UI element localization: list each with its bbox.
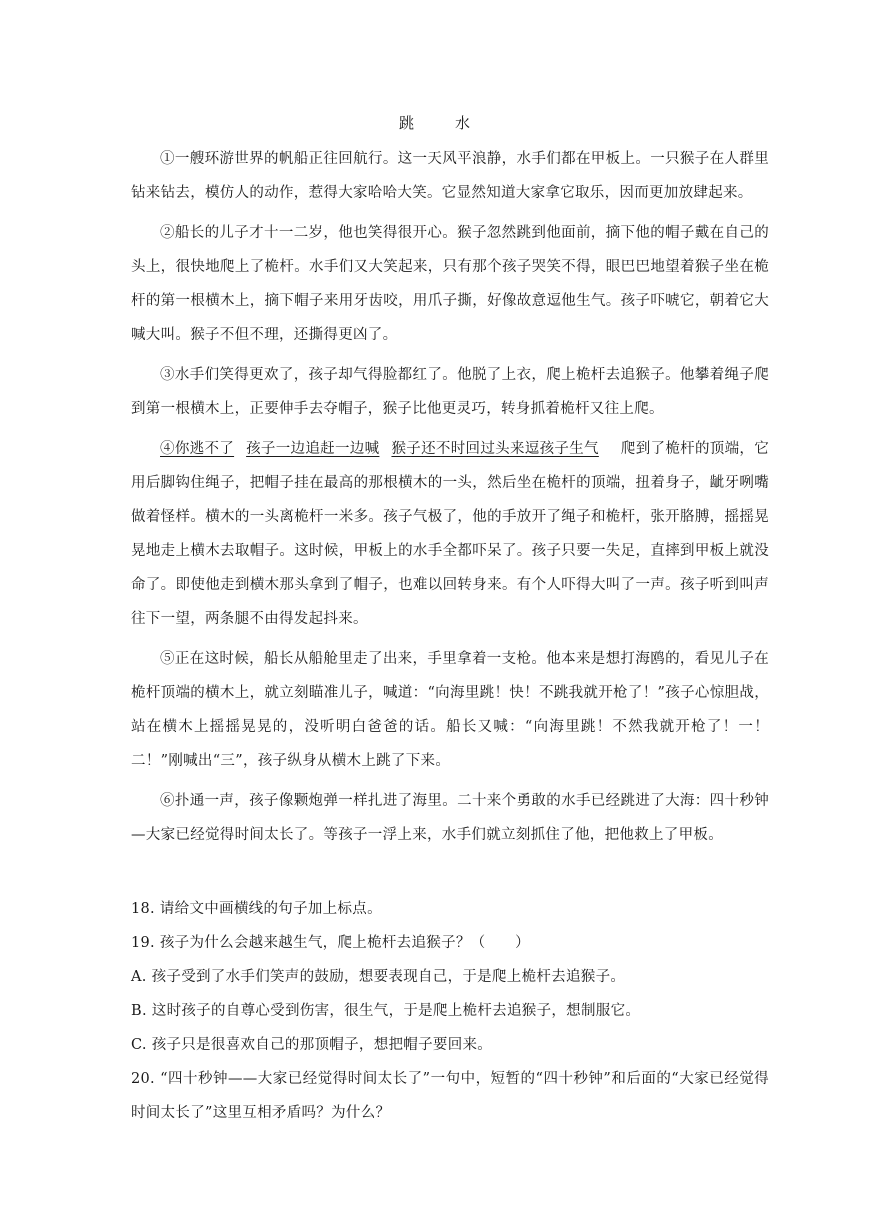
- underlined-sentence-part-3: 猴子还不时回过头来逗孩子生气: [391, 441, 599, 457]
- paragraph-2: ②船长的儿子才十一二岁，他也笑得很开心。猴子忽然跳到他面前，摘下他的帽子戴在自己的头上，很快地爬上了桅杆。水手们又大笑起来，只有那个孩子哭笑不得，眼巴巴地望着猴子坐在桅杆的第一根横木上，摘下帽子来用牙齿咬，用爪子撕，好像故意逗他生气。孩子吓唬它，朝着它大喊大叫。猴子不但不理，还撕得更凶了。: [131, 225, 769, 343]
- paragraph-4: [131, 432, 769, 636]
- question-list: [131, 892, 769, 1130]
- question-20: 20. “四十秒钟——大家已经觉得时间太长了”一句中，短暂的“四十秒钟”和后面的“大家已经觉得时间太长了”这里互相矛盾吗？为什么？: [131, 1071, 769, 1121]
- option-c: C. 孩子只是很喜欢自己的那顶帽子，想把帽子要回来。: [131, 1037, 493, 1053]
- paragraph-4-rest: 爬到了桅杆的顶端，它用后脚钩住绳子，把帽子挂在最高的那根横木的一头，然后坐在桅杆的顶端，扭着身子，龇牙咧嘴做着怪样。横木的一头离桅杆一米多。孩子气极了，他的手放开了绳子和桅杆，张开胳膊，摇摇晃晃地走上横木去取帽子。这时候，甲板上的水手全都吓呆了。孩子只要一失足，直摔到甲板上就没命了。即使他走到横木那头拿到了帽子，也难以回转身来。有个人吓得大叫了一声。孩子听到叫声往下一望，两条腿不由得发起抖来。: [131, 441, 770, 627]
- option-a: A. 孩子受到了水手们笑声的鼓励，想要表现自己，于是爬上桅杆去追猴子。: [131, 969, 626, 985]
- question-19: 19. 孩子为什么会越来越生气，爬上桅杆去追猴子？（ ）: [131, 935, 530, 951]
- underlined-sentence-part-2: 孩子一边追赶一边喊: [246, 441, 380, 457]
- passage-body: [131, 142, 769, 858]
- option-b: B. 这时孩子的自尊心受到伤害，很生气，于是爬上桅杆去追猴子，想制服它。: [131, 1003, 641, 1019]
- paragraph-5: ⑤正在这时候，船长从船舱里走了出来，手里拿着一支枪。他本来是想打海鸥的，看见儿子在桅杆顶端的横木上，就立刻瞄准儿子，喊道：“向海里跳！快！不跳我就开枪了！”孩子心惊胆战，站在横木上摇摇晃晃的，没听明白爸爸的话。船长又喊：“向海里跳！不然我就开枪了！一！二！”刚喊出“三”，孩子纵身从横木上跳了下来。: [131, 651, 769, 769]
- underlined-sentence-part-1: ④你逃不了: [160, 441, 235, 457]
- paragraph-6: ⑥扑通一声，孩子像颗炮弹一样扎进了海里。二十来个勇敢的水手已经跳进了大海：四十秒钟—大家已经觉得时间太长了。等孩子一浮上来，水手们就立刻抓住了他，把他救上了甲板。: [131, 793, 769, 843]
- question-18: 18. 请给文中画横线的句子加上标点。: [131, 901, 382, 917]
- passage-title: 跳 水: [398, 114, 483, 132]
- paragraph-3: ③水手们笑得更欢了，孩子却气得脸都红了。他脱了上衣，爬上桅杆去追猴子。他攀着绳子爬到第一根横木上，正要伸手去夺帽子，猴子比他更灵巧，转身抓着桅杆又往上爬。: [131, 367, 769, 417]
- paragraph-1: ①一艘环游世界的帆船正往回航行。这一天风平浪静，水手们都在甲板上。一只猴子在人群里钻来钻去，模仿人的动作，惹得大家哈哈大笑。它显然知道大家拿它取乐，因而更加放肆起来。: [131, 151, 769, 201]
